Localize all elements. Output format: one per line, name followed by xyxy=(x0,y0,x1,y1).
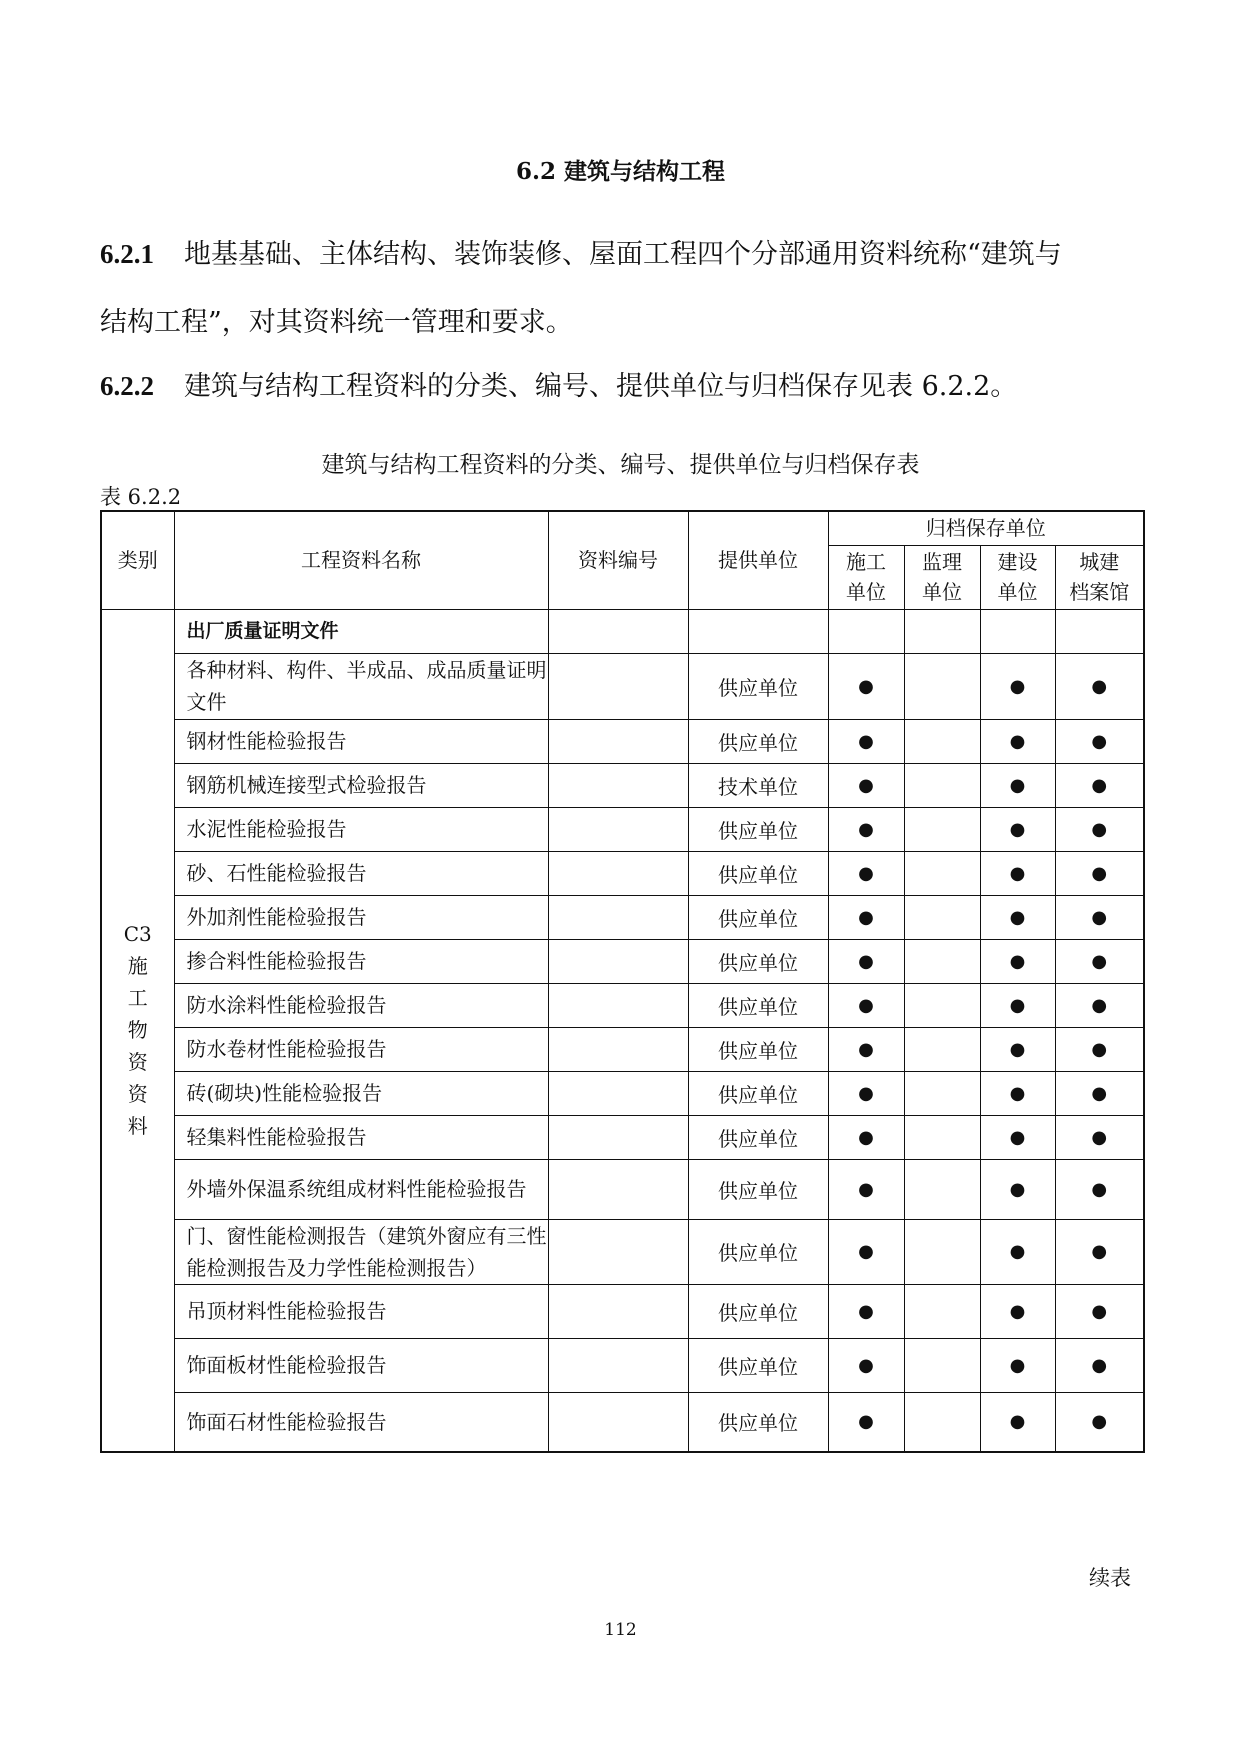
table-row xyxy=(101,983,1144,1027)
archive-mark: ● xyxy=(980,653,1055,719)
paragraph-6-2-2 xyxy=(100,364,1160,403)
header-archive-group: 归档保存单位 xyxy=(828,511,1144,545)
row-provider: 供应单位 xyxy=(688,983,828,1027)
archive-mark: ● xyxy=(1055,1159,1144,1219)
row-code xyxy=(548,851,688,895)
table-row xyxy=(101,1071,1144,1115)
row-provider: 供应单位 xyxy=(688,1027,828,1071)
clause-number: 6.2.2 xyxy=(100,371,154,401)
archive-mark: ● xyxy=(828,1392,904,1452)
row-name: 外加剂性能检验报告 xyxy=(174,895,548,939)
paragraph-6-2-1 xyxy=(100,232,1160,271)
archive-mark: ● xyxy=(1055,1027,1144,1071)
archive-mark: ● xyxy=(980,1071,1055,1115)
continued-label: 续表 xyxy=(1089,1566,1131,1590)
row-code xyxy=(548,1338,688,1392)
archive-table xyxy=(100,510,1145,1453)
archive-mark xyxy=(904,1115,980,1159)
row-code xyxy=(548,983,688,1027)
archive-mark: ● xyxy=(1055,1071,1144,1115)
archive-mark xyxy=(904,1284,980,1338)
table-row xyxy=(101,939,1144,983)
table-row xyxy=(101,895,1144,939)
row-provider: 供应单位 xyxy=(688,653,828,719)
row-code xyxy=(548,807,688,851)
row-name: 钢材性能检验报告 xyxy=(174,719,548,763)
archive-mark xyxy=(904,983,980,1027)
archive-mark xyxy=(904,939,980,983)
archive-mark: ● xyxy=(828,851,904,895)
row-name: 各种材料、构件、半成品、成品质量证明文件 xyxy=(174,653,548,719)
archive-mark: ● xyxy=(828,1027,904,1071)
section-title: 6.2 建筑与结构工程 xyxy=(515,158,726,185)
archive-mark: ● xyxy=(1055,1284,1144,1338)
archive-mark: ● xyxy=(980,763,1055,807)
archive-mark: ● xyxy=(828,1115,904,1159)
archive-mark: ● xyxy=(828,1219,904,1284)
row-code xyxy=(548,763,688,807)
row-code xyxy=(548,1392,688,1452)
row-code xyxy=(548,1284,688,1338)
row-name: 门、窗性能检测报告（建筑外窗应有三性能检测报告及力学性能检测报告） xyxy=(174,1219,548,1284)
row-name: 钢筋机械连接型式检验报告 xyxy=(174,763,548,807)
header-provider: 提供单位 xyxy=(688,511,828,609)
row-code xyxy=(548,1027,688,1071)
archive-mark xyxy=(904,807,980,851)
row-provider: 供应单位 xyxy=(688,1071,828,1115)
archive-mark: ● xyxy=(1055,763,1144,807)
table-row xyxy=(101,807,1144,851)
header-archive-supervision: 监理 单位 xyxy=(904,545,980,609)
archive-mark: ● xyxy=(980,807,1055,851)
row-provider: 供应单位 xyxy=(688,1338,828,1392)
row-name: 水泥性能检验报告 xyxy=(174,807,548,851)
archive-mark xyxy=(904,1219,980,1284)
archive-mark: ● xyxy=(828,939,904,983)
header-name: 工程资料名称 xyxy=(174,511,548,609)
row-name: 吊顶材料性能检验报告 xyxy=(174,1284,548,1338)
paragraph-6-2-1-cont: 结构工程”，对其资料统一管理和要求。 xyxy=(100,307,573,338)
row-code xyxy=(548,1219,688,1284)
table-caption: 建筑与结构工程资料的分类、编号、提供单位与归档保存表 xyxy=(321,452,920,478)
empty-cell xyxy=(828,609,904,653)
archive-mark: ● xyxy=(1055,939,1144,983)
row-code xyxy=(548,939,688,983)
empty-cell xyxy=(1055,609,1144,653)
archive-mark: ● xyxy=(980,1338,1055,1392)
archive-mark: ● xyxy=(1055,1219,1144,1284)
archive-mark xyxy=(904,1392,980,1452)
clause-text: 建筑与结构工程资料的分类、编号、提供单位与归档保存见表 6.2.2。 xyxy=(184,371,1018,402)
archive-mark: ● xyxy=(980,851,1055,895)
table-row xyxy=(101,1284,1144,1338)
archive-mark: ● xyxy=(1055,1392,1144,1452)
row-provider: 供应单位 xyxy=(688,851,828,895)
archive-mark: ● xyxy=(980,1284,1055,1338)
row-code xyxy=(548,1071,688,1115)
archive-mark: ● xyxy=(1055,851,1144,895)
row-provider: 供应单位 xyxy=(688,1115,828,1159)
row-code xyxy=(548,1159,688,1219)
table-row xyxy=(101,1027,1144,1071)
row-provider: 供应单位 xyxy=(688,939,828,983)
table-row xyxy=(101,653,1144,719)
clause-number: 6.2.1 xyxy=(100,239,154,269)
archive-mark xyxy=(904,1338,980,1392)
row-code xyxy=(548,653,688,719)
archive-mark: ● xyxy=(828,983,904,1027)
row-provider: 技术单位 xyxy=(688,763,828,807)
row-name: 防水卷材性能检验报告 xyxy=(174,1027,548,1071)
archive-mark: ● xyxy=(980,1219,1055,1284)
table-row xyxy=(101,1338,1144,1392)
row-name: 饰面石材性能检验报告 xyxy=(174,1392,548,1452)
archive-mark: ● xyxy=(1055,1115,1144,1159)
archive-mark: ● xyxy=(1055,1338,1144,1392)
category-cell: C3 施 工 物 资 资 料 xyxy=(101,609,174,1452)
clause-text: 地基基础、主体结构、装饰装修、屋面工程四个分部通用资料统称“建筑与 xyxy=(184,239,1062,270)
row-provider: 供应单位 xyxy=(688,1219,828,1284)
archive-mark: ● xyxy=(828,1338,904,1392)
archive-mark: ● xyxy=(1055,719,1144,763)
row-name: 外墙外保温系统组成材料性能检验报告 xyxy=(174,1159,548,1219)
row-name: 饰面板材性能检验报告 xyxy=(174,1338,548,1392)
table-row xyxy=(101,719,1144,763)
archive-mark: ● xyxy=(980,1115,1055,1159)
archive-mark: ● xyxy=(828,763,904,807)
archive-mark: ● xyxy=(828,1071,904,1115)
archive-mark: ● xyxy=(828,1284,904,1338)
archive-mark xyxy=(904,1071,980,1115)
archive-mark xyxy=(904,851,980,895)
row-provider: 供应单位 xyxy=(688,807,828,851)
archive-mark: ● xyxy=(980,983,1055,1027)
row-name: 掺合料性能检验报告 xyxy=(174,939,548,983)
row-provider: 供应单位 xyxy=(688,719,828,763)
archive-mark xyxy=(904,895,980,939)
archive-mark xyxy=(904,1027,980,1071)
empty-cell xyxy=(980,609,1055,653)
archive-mark: ● xyxy=(980,1392,1055,1452)
archive-mark: ● xyxy=(828,719,904,763)
row-name: 砂、石性能检验报告 xyxy=(174,851,548,895)
header-archive-construction: 施工 单位 xyxy=(828,545,904,609)
archive-mark: ● xyxy=(980,1159,1055,1219)
empty-cell xyxy=(688,609,828,653)
row-code xyxy=(548,719,688,763)
row-provider: 供应单位 xyxy=(688,1284,828,1338)
archive-mark xyxy=(904,763,980,807)
row-provider: 供应单位 xyxy=(688,1159,828,1219)
empty-cell xyxy=(548,609,688,653)
table-row xyxy=(101,763,1144,807)
table-row xyxy=(101,1159,1144,1219)
archive-mark: ● xyxy=(828,807,904,851)
archive-mark xyxy=(904,1159,980,1219)
table-row xyxy=(101,851,1144,895)
section-row-label: 出厂质量证明文件 xyxy=(174,609,548,653)
archive-mark: ● xyxy=(828,895,904,939)
archive-mark: ● xyxy=(980,1027,1055,1071)
archive-mark xyxy=(904,653,980,719)
archive-mark: ● xyxy=(828,653,904,719)
archive-mark: ● xyxy=(1055,807,1144,851)
archive-mark: ● xyxy=(980,719,1055,763)
table-row xyxy=(101,1392,1144,1452)
archive-mark: ● xyxy=(1055,895,1144,939)
page-number: 112 xyxy=(604,1620,637,1640)
row-name: 防水涂料性能检验报告 xyxy=(174,983,548,1027)
empty-cell xyxy=(904,609,980,653)
row-code xyxy=(548,895,688,939)
row-name: 轻集料性能检验报告 xyxy=(174,1115,548,1159)
archive-mark: ● xyxy=(828,1159,904,1219)
archive-mark xyxy=(904,719,980,763)
archive-mark: ● xyxy=(980,895,1055,939)
header-category: 类别 xyxy=(101,511,174,609)
archive-mark: ● xyxy=(980,939,1055,983)
row-code xyxy=(548,1115,688,1159)
header-code: 资料编号 xyxy=(548,511,688,609)
table-row xyxy=(101,1219,1144,1284)
table-row xyxy=(101,1115,1144,1159)
table-number: 表 6.2.2 xyxy=(100,485,182,509)
header-archive-owner: 建设 单位 xyxy=(980,545,1055,609)
header-archive-city: 城建 档案馆 xyxy=(1055,545,1144,609)
archive-mark: ● xyxy=(1055,983,1144,1027)
row-provider: 供应单位 xyxy=(688,895,828,939)
row-name: 砖(砌块)性能检验报告 xyxy=(174,1071,548,1115)
row-provider: 供应单位 xyxy=(688,1392,828,1452)
archive-mark: ● xyxy=(1055,653,1144,719)
